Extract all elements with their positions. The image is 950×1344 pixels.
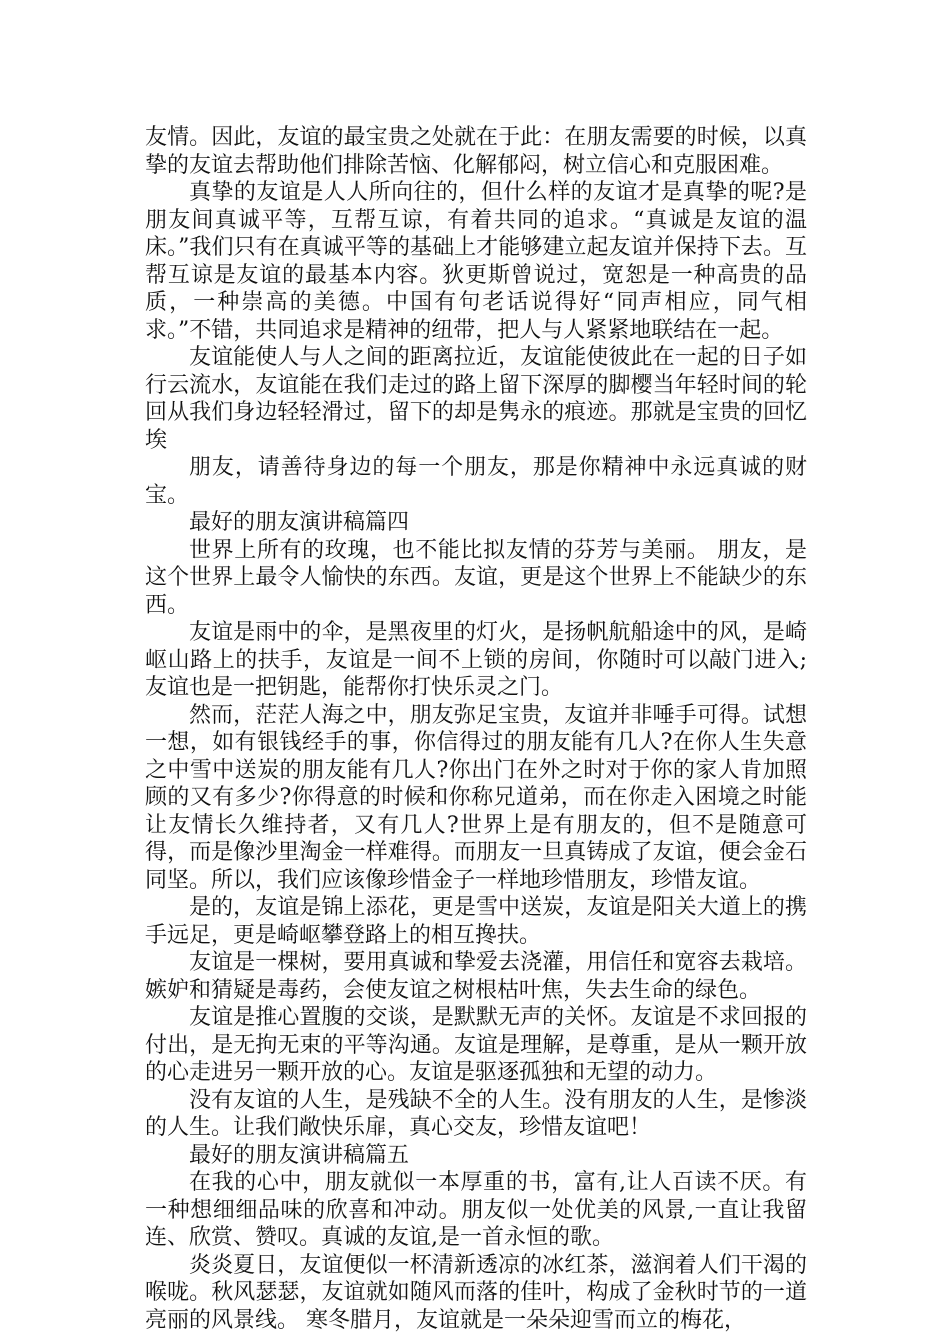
paragraph: 友谊是推心置腹的交谈，是默默无声的关怀。友谊是不求回报的付出，是无拘无束的平等沟通。友谊是理解，是尊重，是从一颗开放的心走进另一颗开放的心。友谊是驱逐孤独和无望的动力。 bbox=[145, 1005, 807, 1085]
paragraph: 世界上所有的玫瑰，也不能比拟友情的芬芳与美丽。 朋友，是这个世界上最令人愉快的东西。友谊，更是这个世界上不能缺少的东西。 bbox=[145, 537, 807, 618]
section-heading-5: 最好的朋友演讲稿篇五 bbox=[189, 1142, 410, 1168]
section-heading-4: 最好的朋友演讲稿篇四 bbox=[189, 510, 410, 535]
paragraph: 是的，友谊是锦上添花，更是雪中送炭，友谊是阳关大道上的携手远足，更是崎岖攀登路上的相互搀扶。 bbox=[145, 895, 807, 948]
document-page bbox=[145, 124, 807, 1334]
paragraph: 友谊是一棵树，要用真诚和挚爱去浇灌，用信任和宽容去栽培。嫉妒和猜疑是毒药，会使友谊之树根枯叶焦，失去生命的绿色。 bbox=[145, 950, 807, 1003]
paragraph: 炎炎夏日，友谊便似一杯清新透凉的冰红茶，滋润着人们干渴的喉咙。秋风瑟瑟，友谊就如随风而落的佳叶，构成了金秋时节的一道亮丽的风景线。 寒冬腊月，友谊就是一朵朵迎雪而立的梅花， bbox=[145, 1252, 807, 1333]
paragraph: 友情。因此，友谊的最宝贵之处就在于此：在朋友需要的时候，以真挚的友谊去帮助他们排除苦恼、化解郁闷，树立信心和克服困难。 bbox=[145, 125, 807, 178]
paragraph: 然而，茫茫人海之中，朋友弥足宝贵，友谊并非唾手可得。试想一想，如有银钱经手的事，你信得过的朋友能有几人?在你人生失意之中雪中送炭的朋友能有几人?你出门在外之时对于你的家人肯加照顾的又有多少?你得意的时候和你称兄道弟，而在你走入困境之时能让友情长久维持者，又有几人?世界上是有朋友的，但不是随意可得，而是像沙里淘金一样难得。而朋友一旦真铸成了友谊，便会金石同坚。所以，我们应该像珍惜金子一样地珍惜朋友，珍惜友谊。 bbox=[145, 702, 807, 893]
paragraph: 友谊能使人与人之间的距离拉近，友谊能使彼此在一起的日子如行云流水，友谊能在我们走过的路上留下深厚的脚樱当年轻时间的轮回从我们身边轻轻滑过，留下的却是隽永的痕迹。那就是宝贵的回忆埃 bbox=[145, 345, 807, 453]
paragraph: 在我的心中，朋友就似一本厚重的书，富有,让人百读不厌。有一种想细细品味的欣喜和冲动。朋友似一处优美的风景,一直让我留连、欣赏、赞叹。真诚的友谊,是一首永恒的歌。 bbox=[145, 1170, 807, 1250]
paragraph: 真挚的友谊是人人所向往的，但什么样的友谊才是真挚的呢?是朋友间真诚平等，互帮互谅，有着共同的追求。“真诚是友谊的温床。”我们只有在真诚平等的基础上才能够建立起友谊并保持下去。互帮互谅是友谊的最基本内容。狄更斯曾说过，宽恕是一种高贵的品质，一种崇高的美德。中国有句老话说得好“同声相应，同气相求。”不错，共同追求是精神的纽带，把人与人紧紧地联结在一起。 bbox=[145, 180, 807, 343]
paragraph: 朋友，请善待身边的每一个朋友，那是你精神中永远真诚的财宝。 bbox=[145, 455, 807, 508]
paragraph: 友谊是雨中的伞，是黑夜里的灯火，是扬帆航船途中的风，是崎岖山路上的扶手，友谊是一间不上锁的房间，你随时可以敲门进入;友谊也是一把钥匙，能帮你打快乐灵之门。 bbox=[145, 620, 807, 700]
paragraph: 没有友谊的人生，是残缺不全的人生。没有朋友的人生，是惨淡的人生。让我们敞快乐扉，真心交友，珍惜友谊吧！ bbox=[145, 1087, 807, 1140]
